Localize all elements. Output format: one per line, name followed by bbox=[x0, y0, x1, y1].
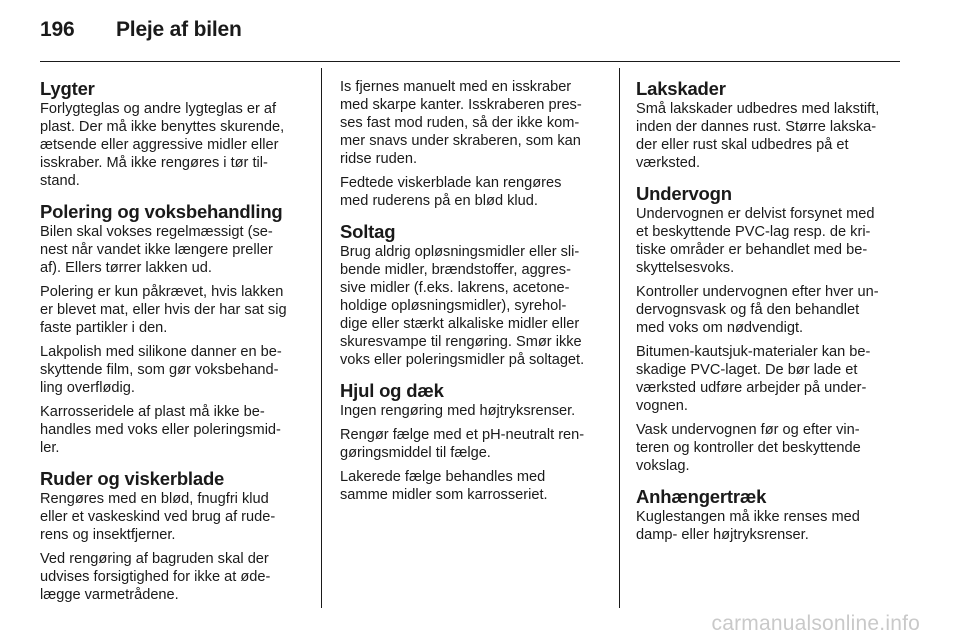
text-line: ler. bbox=[40, 440, 60, 456]
column-divider-1 bbox=[321, 68, 322, 608]
text-line: udvises forsigtighed for ikke at øde- bbox=[40, 569, 271, 585]
paragraph bbox=[40, 403, 306, 457]
section-heading: Ruder og viskerblade bbox=[40, 468, 225, 489]
text-line: med skarpe kanter. Isskraberen pres- bbox=[340, 97, 582, 113]
text-line: vokslag. bbox=[636, 458, 690, 474]
paragraph bbox=[40, 100, 306, 190]
column-3 bbox=[636, 78, 902, 555]
text-line: værksted. bbox=[636, 155, 701, 171]
text-line: inden der dannes rust. Større lakska- bbox=[636, 119, 877, 135]
section bbox=[636, 183, 902, 475]
text-line: Kontroller undervognen efter hver un- bbox=[636, 284, 879, 300]
text-line: ling overflødig. bbox=[40, 380, 135, 396]
text-line: handles med voks eller poleringsmid- bbox=[40, 422, 281, 438]
text-line: med ruderens på en blød klud. bbox=[340, 193, 538, 209]
text-line: voks eller poleringsmidler på soltaget. bbox=[340, 352, 585, 368]
text-line: mer snavs under skraberen, som kan bbox=[340, 133, 581, 149]
text-line: faste partikler i den. bbox=[40, 320, 168, 336]
section-heading: Anhængertræk bbox=[636, 486, 767, 507]
header-divider bbox=[40, 61, 900, 62]
text-line: tiske områder er behandlet med be- bbox=[636, 242, 868, 258]
text-line: af). Ellers tørrer lakken ud. bbox=[40, 260, 212, 276]
section-heading: Polering og voksbehandling bbox=[40, 201, 283, 222]
column-2 bbox=[340, 78, 604, 515]
text-line: Fedtede viskerblade kan rengøres bbox=[340, 175, 562, 191]
paragraph bbox=[636, 508, 902, 544]
text-line: samme midler som karrosseriet. bbox=[340, 487, 548, 503]
text-line: Ingen rengøring med højtryksrenser. bbox=[340, 403, 576, 419]
text-line: lægge varmetrådene. bbox=[40, 587, 179, 603]
section bbox=[40, 78, 306, 190]
text-line: er blevet mat, eller hvis der har sat sig bbox=[40, 302, 287, 318]
text-line: gøringsmiddel til fælge. bbox=[340, 445, 491, 461]
text-line: Lakpolish med silikone danner en be- bbox=[40, 344, 282, 360]
text-line: skyttelsesvoks. bbox=[636, 260, 735, 276]
column-divider-2 bbox=[619, 68, 620, 608]
text-line: damp- eller højtryksrenser. bbox=[636, 527, 809, 543]
paragraph bbox=[636, 421, 902, 475]
text-line: Karrosseridele af plast må ikke be- bbox=[40, 404, 265, 420]
text-line: Vask undervognen før og efter vin- bbox=[636, 422, 860, 438]
text-line: Polering er kun påkrævet, hvis lakken bbox=[40, 284, 284, 300]
section bbox=[340, 78, 604, 210]
text-line: dervognsvask og få den behandlet bbox=[636, 302, 860, 318]
text-line: plast. Der må ikke benyttes skurende, bbox=[40, 119, 285, 135]
text-line: holdige opløsningsmidler), syrehol- bbox=[340, 298, 567, 314]
text-line: Undervognen er delvist forsynet med bbox=[636, 206, 875, 222]
text-line: Brug aldrig opløsningsmidler eller sli- bbox=[340, 244, 580, 260]
text-line: et beskyttende PVC-lag resp. de kri- bbox=[636, 224, 871, 240]
paragraph bbox=[340, 468, 604, 504]
text-line: Kuglestangen må ikke renses med bbox=[636, 509, 860, 525]
paragraph bbox=[40, 490, 306, 544]
section-heading: Undervogn bbox=[636, 183, 732, 204]
page-number: 196 bbox=[40, 18, 75, 41]
paragraph bbox=[340, 426, 604, 462]
paragraph bbox=[340, 174, 604, 210]
watermark-text: carmanualsonline.info bbox=[711, 612, 920, 635]
section bbox=[40, 468, 306, 604]
text-line: nest når vandet ikke længere preller bbox=[40, 242, 273, 258]
text-line: Rengør fælge med et pH-neutralt ren- bbox=[340, 427, 585, 443]
text-line: ætsende eller aggressive midler eller bbox=[40, 137, 279, 153]
paragraph bbox=[636, 283, 902, 337]
text-line: isskraber. Må ikke rengøres i tør til- bbox=[40, 155, 268, 171]
text-line: værksted udføre arbejder på under- bbox=[636, 380, 867, 396]
section-heading: Lakskader bbox=[636, 78, 726, 99]
text-line: Ved rengøring af bagruden skal der bbox=[40, 551, 269, 567]
section bbox=[636, 78, 902, 172]
text-line: rens og insektfjerner. bbox=[40, 527, 176, 543]
text-line: Bitumen-kautsjuk-materialer kan be- bbox=[636, 344, 871, 360]
paragraph bbox=[40, 223, 306, 277]
section-heading: Hjul og dæk bbox=[340, 380, 444, 401]
page-title: Pleje af bilen bbox=[116, 18, 242, 41]
section bbox=[40, 201, 306, 457]
text-line: dige eller stærkt alkaliske midler eller bbox=[340, 316, 580, 332]
paragraph bbox=[340, 78, 604, 168]
text-line: Bilen skal vokses regelmæssigt (se- bbox=[40, 224, 273, 240]
text-line: Lakerede fælge behandles med bbox=[340, 469, 546, 485]
text-line: Små lakskader udbedres med lakstift, bbox=[636, 101, 880, 117]
text-line: stand. bbox=[40, 173, 80, 189]
text-line: bende midler, brændstoffer, aggres- bbox=[340, 262, 571, 278]
paragraph bbox=[636, 205, 902, 277]
text-line: Forlygteglas og andre lygteglas er af bbox=[40, 101, 277, 117]
paragraph bbox=[636, 100, 902, 172]
section bbox=[340, 380, 604, 504]
section-heading: Soltag bbox=[340, 221, 396, 242]
text-line: sive midler (f.eks. lakrens, acetone- bbox=[340, 280, 570, 296]
text-line: skyttende film, som gør voksbehand- bbox=[40, 362, 279, 378]
paragraph bbox=[40, 283, 306, 337]
paragraph bbox=[40, 343, 306, 397]
paragraph bbox=[340, 243, 604, 369]
page-header bbox=[40, 18, 242, 42]
text-line: eller et vaskeskind ved brug af rude- bbox=[40, 509, 276, 525]
text-line: skuresvampe til rengøring. Smør ikke bbox=[340, 334, 582, 350]
text-line: skadige PVC-laget. De bør lade et bbox=[636, 362, 858, 378]
text-line: med voks om nødvendigt. bbox=[636, 320, 804, 336]
text-line: vognen. bbox=[636, 398, 688, 414]
text-line: ses fast mod ruden, så der ikke kom- bbox=[340, 115, 580, 131]
text-line: Is fjernes manuelt med en isskraber bbox=[340, 79, 572, 95]
text-line: ridse ruden. bbox=[340, 151, 418, 167]
section bbox=[340, 221, 604, 369]
section-heading: Lygter bbox=[40, 78, 95, 99]
text-line: teren og kontroller det beskyttende bbox=[636, 440, 861, 456]
text-line: der eller rust skal udbedres på et bbox=[636, 137, 849, 153]
paragraph bbox=[340, 402, 604, 420]
column-1 bbox=[40, 78, 306, 615]
paragraph bbox=[636, 343, 902, 415]
section bbox=[636, 486, 902, 544]
paragraph bbox=[40, 550, 306, 604]
text-line: Rengøres med en blød, fnugfri klud bbox=[40, 491, 269, 507]
